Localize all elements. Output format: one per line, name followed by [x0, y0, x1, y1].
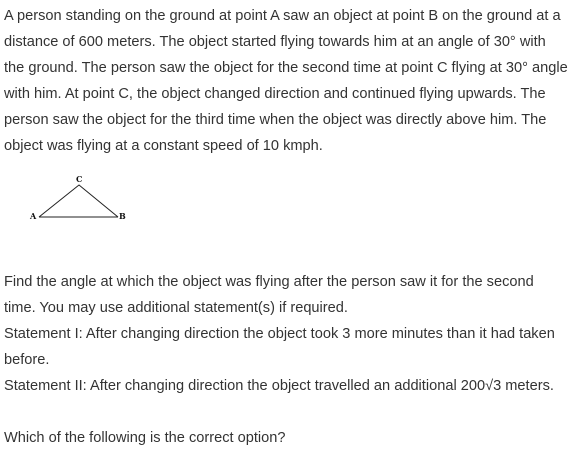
- task-line: time. You may use additional statement(s) if required.: [4, 300, 348, 316]
- question-line: object was flying at a constant speed of 10 kmph.: [4, 138, 323, 154]
- statement-two: Statement II: After changing direction the object travelled an additional 200√3 meters.: [4, 378, 554, 394]
- question-line: distance of 600 meters. The object started flying towards him at an angle of 30° with: [4, 34, 546, 50]
- statement-one-continued: before.: [4, 352, 50, 368]
- task-line: Find the angle at which the object was flying after the person saw it for the second: [4, 274, 534, 290]
- point-label-b: B: [119, 211, 126, 221]
- prompt-line: Which of the following is the correct option?: [4, 430, 286, 446]
- question-line: A person standing on the ground at point A saw an object at point B on the ground at a: [4, 8, 561, 24]
- question-text: [4, 3, 580, 159]
- triangle-sides: [39, 185, 118, 217]
- triangle-diagram: [28, 170, 138, 230]
- task-text: [4, 269, 580, 399]
- point-label-c: C: [76, 174, 83, 184]
- question-line: person saw the object for the third time when the object was directly above him. The: [4, 112, 547, 128]
- question-line: the ground. The person saw the object for the second time at point C flying at 30° angle: [4, 60, 568, 76]
- statement-one: Statement I: After changing direction the object took 3 more minutes than it had taken: [4, 326, 555, 342]
- question-line: with him. At point C, the object changed direction and continued flying upwards. The: [4, 86, 546, 102]
- point-label-a: A: [30, 211, 37, 221]
- prompt-text: [4, 425, 580, 451]
